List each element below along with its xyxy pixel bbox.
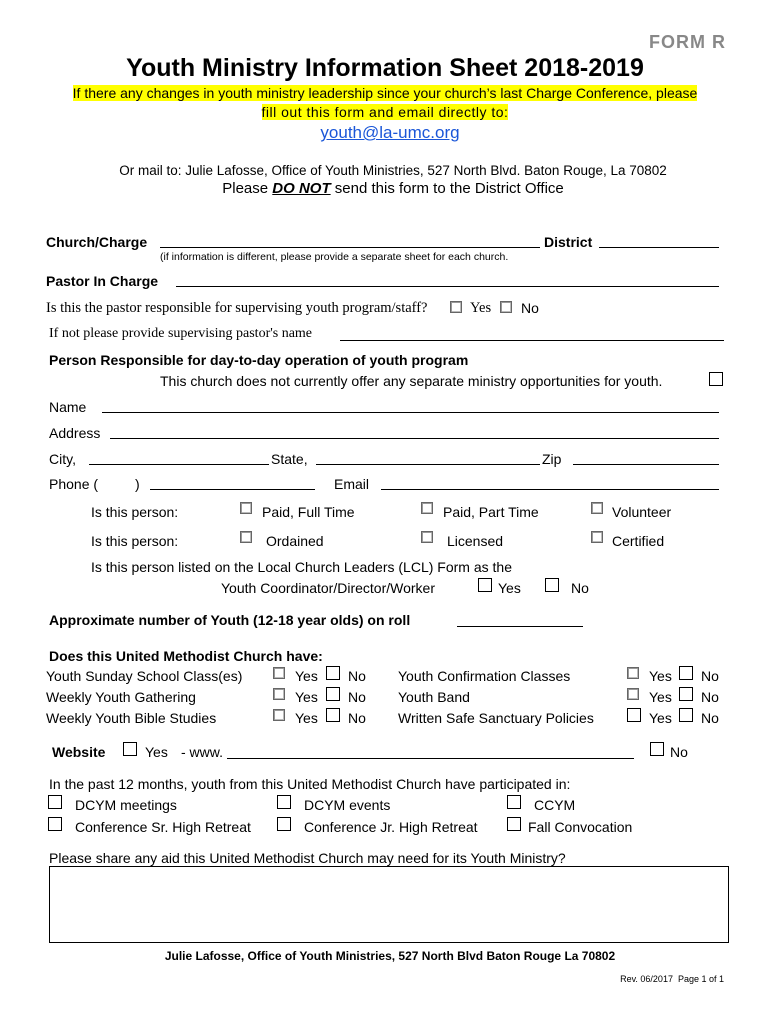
ccym-checkbox[interactable] — [507, 795, 521, 809]
youth-count-label: Approximate number of Youth (12-18 year olds) on roll — [49, 612, 411, 628]
state-label: State, — [271, 451, 308, 467]
city-field[interactable] — [89, 464, 269, 465]
district-note-pre: Please — [222, 180, 273, 197]
lcl-question-line-2: Youth Coordinator/Director/Worker — [221, 580, 435, 596]
dcym-meetings-checkbox[interactable] — [48, 795, 62, 809]
notice-line-1 — [0, 85, 770, 101]
pastor-yes-checkbox[interactable] — [450, 301, 462, 313]
sr-high-retreat-checkbox[interactable] — [48, 817, 62, 831]
sunday-school-yes-checkbox[interactable] — [273, 667, 285, 679]
pastor-label: Pastor In Charge — [46, 273, 159, 289]
website-yes-checkbox[interactable] — [123, 742, 137, 756]
participation-heading: In the past 12 months, youth from this United Methodist Church have participated in: — [49, 776, 571, 792]
pastor-no-checkbox[interactable] — [500, 301, 512, 313]
confirmation-yes-checkbox[interactable] — [627, 667, 639, 679]
volunteer-label: Volunteer — [612, 504, 672, 520]
paid-part-label: Paid, Part Time — [443, 504, 539, 520]
licensed-label: Licensed — [447, 533, 504, 549]
youth-band-label: Youth Band — [398, 689, 470, 705]
weekly-gathering-label: Weekly Youth Gathering — [46, 689, 196, 705]
lcl-no-label: No — [571, 580, 589, 596]
lcl-yes-label: Yes — [498, 580, 521, 596]
confirmation-no-checkbox[interactable] — [679, 666, 693, 680]
pastor-field[interactable] — [176, 286, 719, 287]
youth-band-yes-checkbox[interactable] — [627, 688, 639, 700]
address-field[interactable] — [110, 438, 719, 439]
name-field[interactable] — [102, 412, 719, 413]
paid-full-checkbox[interactable] — [240, 502, 252, 514]
volunteer-checkbox[interactable] — [591, 502, 603, 514]
weekly-gathering-no-label: No — [348, 689, 366, 705]
email-field[interactable] — [381, 489, 719, 490]
safe-sanctuary-yes-checkbox[interactable] — [627, 708, 641, 722]
certified-checkbox[interactable] — [591, 531, 603, 543]
certified-label: Certified — [612, 533, 665, 549]
sunday-school-no-label: No — [348, 668, 366, 684]
website-prefix: - www. — [181, 744, 223, 760]
weekly-gathering-yes-label: Yes — [295, 689, 318, 705]
pastor-no-label: No — [521, 300, 539, 316]
fall-convocation-checkbox[interactable] — [507, 817, 521, 831]
dcym-events-label: DCYM events — [304, 797, 391, 813]
confirmation-classes-label: Youth Confirmation Classes — [398, 668, 571, 684]
bible-studies-yes-checkbox[interactable] — [273, 709, 285, 721]
lcl-question-line-1: Is this person listed on the Local Church Leaders (LCL) Form as the — [91, 559, 512, 575]
lcl-no-checkbox[interactable] — [545, 578, 559, 592]
lcl-yes-checkbox[interactable] — [478, 578, 492, 592]
church-have-heading: Does this United Methodist Church have: — [49, 648, 323, 664]
is-this-person-label-2: Is this person: — [91, 533, 179, 549]
youth-band-no-label: No — [701, 689, 719, 705]
district-label: District — [544, 234, 593, 250]
safe-sanctuary-no-label: No — [701, 710, 719, 726]
address-label: Address — [49, 425, 101, 441]
youth-band-yes-label: Yes — [649, 689, 672, 705]
sunday-school-no-checkbox[interactable] — [326, 666, 340, 680]
website-yes-label: Yes — [145, 744, 168, 760]
page-title: Youth Ministry Information Sheet 2018-2019 — [126, 54, 644, 82]
bible-studies-yes-label: Yes — [295, 710, 318, 726]
safe-sanctuary-yes-label: Yes — [649, 710, 672, 726]
is-this-person-label-1: Is this person: — [91, 504, 179, 520]
confirmation-no-label: No — [701, 668, 719, 684]
fall-convocation-label: Fall Convocation — [528, 819, 633, 835]
jr-high-retreat-checkbox[interactable] — [277, 817, 291, 831]
bible-studies-no-label: No — [348, 710, 366, 726]
district-note-post: send this form to the District Office — [330, 180, 564, 197]
person-heading: Person Responsible for day-to-day operation of youth program — [49, 352, 469, 368]
website-label: Website — [52, 744, 106, 760]
notice-line-1-text: If there any changes in youth ministry leadership since your church’s last Charge Conference, please — [72, 85, 698, 101]
sunday-school-yes-label: Yes — [295, 668, 318, 684]
confirmation-yes-label: Yes — [649, 668, 672, 684]
pastor-question: Is this the pastor responsible for supervising youth program/staff? — [46, 300, 428, 316]
youth-count-field[interactable] — [457, 626, 583, 627]
state-field[interactable] — [316, 464, 540, 465]
ccym-label: CCYM — [534, 797, 576, 813]
email-label: Email — [334, 476, 370, 492]
ordained-label: Ordained — [266, 533, 324, 549]
name-label: Name — [49, 399, 87, 415]
dcym-meetings-label: DCYM meetings — [75, 797, 177, 813]
phone-label: Phone ( — [49, 476, 99, 492]
weekly-gathering-no-checkbox[interactable] — [326, 687, 340, 701]
zip-field[interactable] — [573, 464, 719, 465]
footer-address: Julie Lafosse, Office of Youth Ministries, 527 North Blvd Baton Rouge La 70802 — [164, 949, 616, 963]
ordained-checkbox[interactable] — [240, 531, 252, 543]
district-note-emph: DO NOT — [272, 180, 331, 197]
aid-question: Please share any aid this United Methodist Church may need for its Youth Ministry? — [49, 850, 566, 866]
dcym-events-checkbox[interactable] — [277, 795, 291, 809]
church-charge-note: (if information is different, please provide a separate sheet for each church. — [160, 251, 509, 263]
bible-studies-label: Weekly Youth Bible Studies — [46, 710, 217, 726]
notice-line-2-text: fill out this form and email directly to: — [261, 104, 509, 120]
jr-high-retreat-label: Conference Jr. High Retreat — [304, 819, 478, 835]
bible-studies-no-checkbox[interactable] — [326, 708, 340, 722]
weekly-gathering-yes-checkbox[interactable] — [273, 688, 285, 700]
phone-field[interactable] — [150, 489, 315, 490]
youth-sunday-school-label: Youth Sunday School Class(es) — [46, 668, 243, 684]
city-label: City, — [49, 451, 76, 467]
church-charge-label: Church/Charge — [46, 234, 148, 250]
district-field[interactable] — [599, 247, 719, 248]
church-charge-field[interactable] — [160, 247, 540, 248]
paid-full-label: Paid, Full Time — [262, 504, 355, 520]
aid-response-box[interactable] — [49, 866, 729, 943]
revision-info: Rev. 06/2017 Page 1 of 1 — [620, 974, 724, 984]
safe-sanctuary-no-checkbox[interactable] — [679, 708, 693, 722]
zip-label: Zip — [542, 451, 562, 467]
youth-band-no-checkbox[interactable] — [679, 687, 693, 701]
supervising-pastor-field[interactable] — [340, 340, 724, 341]
website-no-label: No — [670, 744, 688, 760]
district-office-note — [0, 180, 770, 197]
licensed-checkbox[interactable] — [421, 531, 433, 543]
safe-sanctuary-label: Written Safe Sanctuary Policies — [398, 710, 594, 726]
website-no-checkbox[interactable] — [650, 742, 664, 756]
mail-address-line: Or mail to: Julie Lafosse, Office of Youth Ministries, 527 North Blvd. Baton Rouge, La 70802 — [119, 163, 667, 178]
supervising-pastor-label: If not please provide supervising pastor's name — [49, 326, 313, 341]
pastor-yes-label: Yes — [470, 300, 492, 316]
email-link[interactable]: youth@la-umc.org — [320, 123, 460, 142]
phone-close-paren: ) — [135, 476, 140, 492]
notice-line-2 — [0, 104, 770, 120]
no-separate-ministry-text: This church does not currently offer any separate ministry opportunities for youth. — [160, 373, 663, 389]
sr-high-retreat-label: Conference Sr. High Retreat — [75, 819, 251, 835]
no-separate-ministry-checkbox[interactable] — [709, 372, 723, 386]
website-url-field[interactable] — [227, 758, 634, 759]
paid-part-checkbox[interactable] — [421, 502, 433, 514]
form-label: FORM R — [649, 32, 726, 52]
